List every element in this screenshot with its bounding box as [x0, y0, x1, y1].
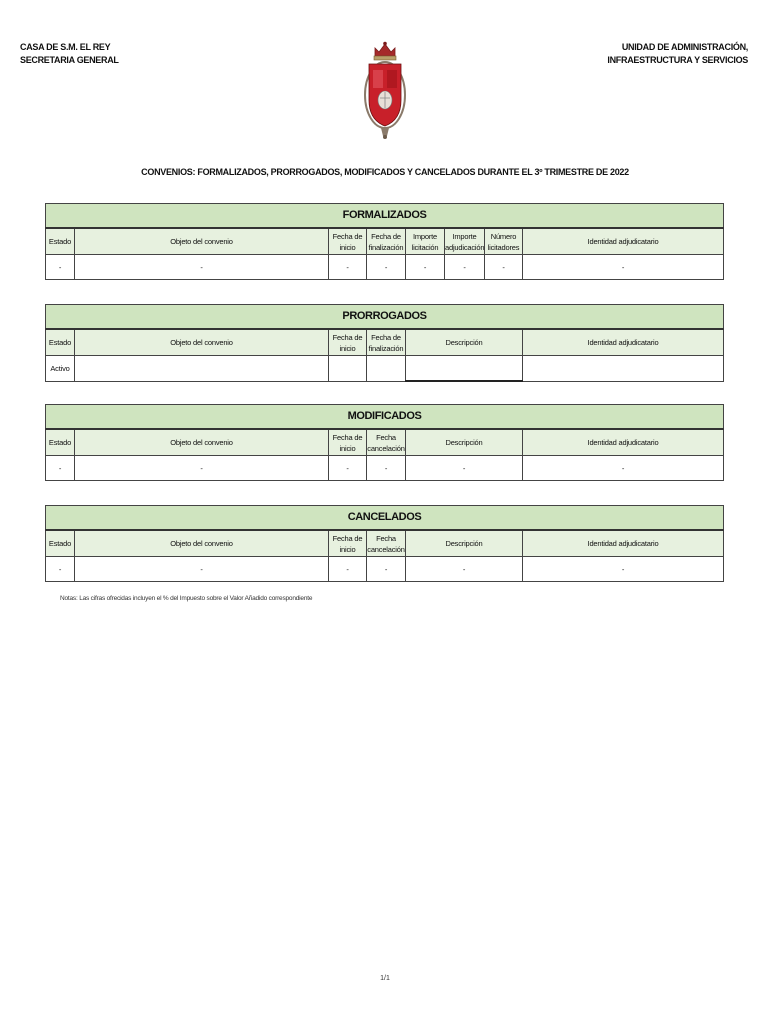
- cancelados-table: [45, 505, 724, 582]
- column-header-descripcion: Descripción: [406, 429, 523, 456]
- prorrogados-header-row: [46, 329, 724, 356]
- column-header-fecha-cancelacion: Fecha cancelación: [367, 530, 406, 557]
- header-right: [607, 41, 748, 67]
- cell-estado: -: [46, 255, 75, 280]
- cell-objeto: -: [75, 255, 329, 280]
- column-header-descripcion: Descripción: [406, 329, 523, 356]
- column-header-objeto: Objeto del convenio: [75, 530, 329, 557]
- cell-fecha-cancelacion: -: [367, 557, 406, 582]
- column-header-importe-licitacion: Importe licitación: [406, 228, 445, 255]
- modificados-header-row: [46, 429, 724, 456]
- prorrogados-table: [45, 304, 724, 382]
- cell-fecha-finalizacion: -: [367, 255, 406, 280]
- cell-identidad-adjudicatario: [523, 356, 724, 382]
- column-header-numero-licitadores: Número licitadores: [485, 228, 523, 255]
- cell-objeto: -: [75, 557, 329, 582]
- unit-name-line2: INFRAESTRUCTURA Y SERVICIOS: [607, 55, 748, 65]
- cancelados-section-title: CANCELADOS: [46, 506, 724, 531]
- prorrogados-section-title: PRORROGADOS: [46, 305, 724, 330]
- table-row: [46, 356, 724, 382]
- unit-name-line1: UNIDAD DE ADMINISTRACIÓN,: [621, 42, 748, 52]
- institution-name: CASA DE S.M. EL REY: [20, 42, 111, 52]
- column-header-fecha-inicio: Fecha de inicio: [329, 329, 367, 356]
- column-header-fecha-inicio: Fecha de inicio: [329, 530, 367, 557]
- cell-descripcion: -: [406, 456, 523, 481]
- royal-coat-of-arms-icon: [361, 40, 409, 140]
- formalizados-header-row: [46, 228, 724, 255]
- column-header-objeto: Objeto del convenio: [75, 429, 329, 456]
- column-header-fecha-inicio: Fecha de inicio: [329, 228, 367, 255]
- column-header-fecha-finalizacion: Fecha de finalización: [367, 228, 406, 255]
- cell-importe-licitacion: -: [406, 255, 445, 280]
- cell-identidad-adjudicatario: -: [523, 456, 724, 481]
- department-name: SECRETARIA GENERAL: [20, 55, 119, 65]
- formalizados-section-title: FORMALIZADOS: [46, 204, 724, 229]
- cell-objeto: [75, 356, 329, 382]
- cell-descripcion: -: [406, 557, 523, 582]
- column-header-identidad-adjudicatario: Identidad adjudicatario: [523, 228, 724, 255]
- column-header-fecha-inicio: Fecha de inicio: [329, 429, 367, 456]
- column-header-estado: Estado: [46, 228, 75, 255]
- cell-fecha-inicio: [329, 356, 367, 382]
- page-number: 1/1: [380, 975, 390, 982]
- column-header-identidad-adjudicatario: Identidad adjudicatario: [523, 329, 724, 356]
- column-header-estado: Estado: [46, 429, 75, 456]
- table-row: [46, 255, 724, 280]
- column-header-objeto: Objeto del convenio: [75, 228, 329, 255]
- column-header-descripcion: Descripción: [406, 530, 523, 557]
- cell-descripcion: [406, 356, 523, 382]
- formalizados-table: [45, 203, 724, 280]
- header-left: [20, 41, 119, 67]
- cell-fecha-finalizacion: [367, 356, 406, 382]
- table-row: [46, 456, 724, 481]
- modificados-table: [45, 404, 724, 481]
- footnote: Notas: Las cifras ofrecidas incluyen el % del Impuesto sobre el Valor Añadido correspondiente: [60, 595, 313, 602]
- cell-estado: Activo: [46, 356, 75, 382]
- cell-numero-licitadores: -: [485, 255, 523, 280]
- document-title: CONVENIOS: FORMALIZADOS, PRORROGADOS, MODIFICADOS Y CANCELADOS DURANTE EL 3º TRIMESTRE DE 2022: [141, 167, 629, 177]
- column-header-importe-adjudicacion: Importe adjudicación: [445, 228, 485, 255]
- column-header-identidad-adjudicatario: Identidad adjudicatario: [523, 429, 724, 456]
- column-header-objeto: Objeto del convenio: [75, 329, 329, 356]
- cell-identidad-adjudicatario: -: [523, 255, 724, 280]
- cell-estado: -: [46, 557, 75, 582]
- cell-identidad-adjudicatario: -: [523, 557, 724, 582]
- table-row: [46, 557, 724, 582]
- cancelados-header-row: [46, 530, 724, 557]
- cell-fecha-cancelacion: -: [367, 456, 406, 481]
- cell-objeto: -: [75, 456, 329, 481]
- cell-fecha-inicio: -: [329, 255, 367, 280]
- column-header-estado: Estado: [46, 329, 75, 356]
- column-header-fecha-finalizacion: Fecha de finalización: [367, 329, 406, 356]
- cell-estado: -: [46, 456, 75, 481]
- cell-fecha-inicio: -: [329, 557, 367, 582]
- column-header-identidad-adjudicatario: Identidad adjudicatario: [523, 530, 724, 557]
- modificados-section-title: MODIFICADOS: [46, 405, 724, 430]
- column-header-estado: Estado: [46, 530, 75, 557]
- column-header-fecha-cancelacion: Fecha cancelación: [367, 429, 406, 456]
- cell-importe-adjudicacion: -: [445, 255, 485, 280]
- cell-fecha-inicio: -: [329, 456, 367, 481]
